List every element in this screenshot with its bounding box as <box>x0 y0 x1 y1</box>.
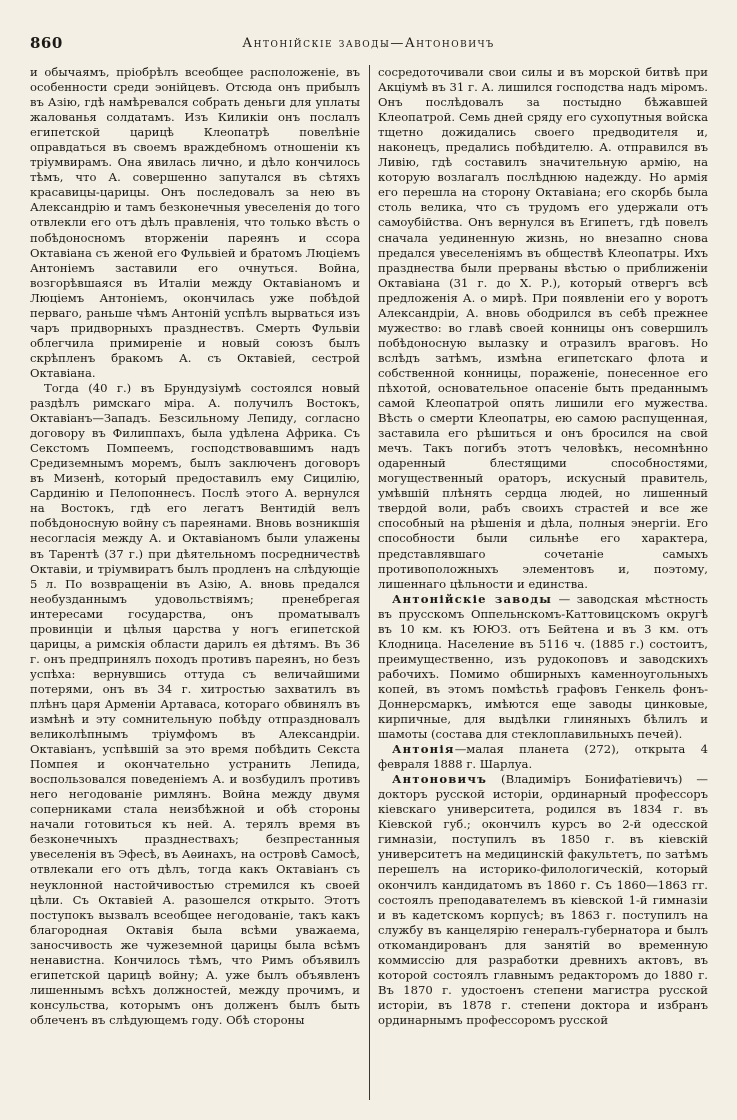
column-divider <box>369 65 370 1100</box>
paragraph: сосредоточивали свои силы и въ морской битвѣ при Акціумѣ въ 31 г. А. лишился господства надъ міромъ. Онъ послѣдовалъ за постыдно бѣжавшей Клеопатрой. Семь дней сряду его сухопутныя войска тщетно дожидались своего предводителя и, наконецъ, предались побѣдителю. А. отправился въ Ливію, гдѣ составилъ значительную армію, на которую возлагалъ послѣднюю надежду. Но армія его перешла на сторону Октавіана; его скорбь была столь велика, что съ трудомъ его удержали отъ самоубійства. Онъ вернулся въ Египетъ, гдѣ повелъ сначала уединенную жизнь, но внезапно снова предался увеселеніямъ въ обществѣ Клеопатры. Ихъ празднества были прерваны вѣстью о приближеніи Октавіана (31 г. до Х. Р.), который отвергъ всѣ предложенія А. о мирѣ. При появленіи его у воротъ Александріи, А. вновь ободрился въ себѣ прежнее мужество: во главѣ своей конницы онъ совершилъ побѣдоносную вылазку и отразилъ враговъ. Но вслѣдъ затѣмъ, измѣна египетскаго флота и собственной конницы, пораженіе, понесенное его пѣхотой, основательное опасеніе быть преданнымъ самой Клеопатрой опять лишили его мужества. Вѣсть о смерти Клеопатры, ею самою распущенная, заставила его рѣшиться и онъ бросился на свой мечъ. Такъ погибъ этотъ человѣкъ, несомнѣнно одаренный блестящими способностями, могущественный ораторъ, искусный правитель, умѣвшій плѣнять сердца людей, но лишенный твердой воли, рабъ своихъ страстей и все же способный на рѣшенія и дѣла, полныя энергіи. Его способности были сильнѣе его характера, представлявшаго сочетаніе самыхъ противоположныхъ элементовъ и, поэтому, лишеннаго цѣльности и единства. <box>378 65 708 591</box>
paragraph: Тогда (40 г.) въ Брундузіумѣ состоялся новый раздѣлъ римскаго міра. А. получилъ Востокъ, Октавіанъ—Западъ. Безсильному Лепиду, согласно договору въ Филиппахъ, была удѣлена Африка. Съ Секстомъ Помпеемъ, господствовавшимъ надъ Средиземнымъ моремъ, былъ заключенъ договоръ въ Мизенѣ, который предоставилъ ему Сицилію, Сардинію и Пелопоннесъ. Послѣ этого А. вернулся на Востокъ, гдѣ его легатъ Вентидій велъ побѣдоносную войну съ пареянами. Вновь возникшія несогласія между А. и Октавіаномъ были улажены въ Тарентѣ (37 г.) при дѣятельномъ посредничествѣ Октавіи, и тріумвиратъ былъ продленъ на слѣдующіе 5 л. По возвращеніи въ Азію, А. вновь предался необузданнымъ удовольствіямъ; пренебрегая интересами государства, онъ проматывалъ провинціи и цѣлыя царства у ногъ египетской царицы, а римскія области дарилъ ея дѣтямъ. Въ 36 г. онъ предпринялъ походъ противъ пареянъ, но безъ успѣха: вернувшись оттуда съ величайшими потерями, онъ въ 34 г. хитростью захватилъ въ плѣнъ царя Арменіи Артаваса, котораго обвинялъ въ измѣнѣ и эту сомнительную побѣду отпраздновалъ великолѣпнымъ тріумфомъ въ Александріи. Октавіанъ, успѣвшій за это время побѣдить Секста Помпея и окончательно устранить Лепида, воспользовался поведеніемъ А. и возбудилъ противъ него негодованіе римлянъ. Война между двумя соперниками стала неизбѣжной и обѣ стороны начали готовиться къ ней. А. терялъ время въ безконечныхъ празднествахъ; безпрестанныя увеселенія въ Эфесѣ, въ Аѳинахъ, на островѣ Самосѣ, отвлекали его отъ дѣлъ, тогда какъ Октавіанъ съ неуклонной настойчивостью стремился къ своей цѣли. Съ Октавіей А. разошелся открыто. Этотъ поступокъ вызвалъ всеобщее негодованіе, такъ какъ благородная Октавія была всѣми уважаема, заносчивость же чужеземной царицы была всѣмъ ненавистна. Кончилось тѣмъ, что Римъ объявилъ египетской царицѣ войну; А. уже былъ объявленъ лишеннымъ всѣхъ должностей, между прочимъ, и консульства, которымъ онъ долженъ былъ быть облеченъ въ слѣдующемъ году. Обѣ стороны <box>30 380 360 1027</box>
entry-text: — заводская мѣстность въ прусскомъ Оппельнскомъ-Каттовицскомъ округѣ въ 10 км. къ ЮЮЗ. отъ Бейтена и въ 3 км. отъ Клодница. Население въ 5116 ч. (1885 г.) состоитъ, преимущественно, изъ рудокоповъ и заводскихъ рабочихъ. Помимо обширныхъ каменноугольныхъ копей, въ этомъ помѣстьѣ графовъ Генкель фонъ-Доннерсмаркъ, имѣются еще заводы цинковые, кирпичные, для выдѣлки глиняныхъ бѣлилъ и шамоты (состава для стеклоплавильныхъ печей). <box>378 591 708 742</box>
entry-headword: Антонійскіе заводы <box>392 591 553 606</box>
entry-text: (Владиміръ Бонифатіевичъ) — докторъ русской исторіи, ординарный профессоръ кіевскаго университета, родился въ 1834 г. въ Кіевской губ.; окончилъ курсъ во 2-й одесской гимназіи, поступилъ въ 1850 г. въ кіевскій университетъ на медицинскій факультетъ, по затѣмъ перешелъ на историко-филологическій, который окончилъ кандидатомъ въ 1860 г. Съ 1860—1863 гг. состоялъ преподавателемъ въ кіевской 1-й гимназіи и въ кадетскомъ корпусѣ; въ 1863 г. поступилъ на службу въ канцелярію генералъ-губернатора и былъ откомандированъ для занятій во временную коммиссію для разработки древнихъ актовъ, въ которой состоялъ главнымъ редакторомъ до 1880 г. Въ 1870 г. удостоенъ степени магистра русской исторіи, въ 1878 г. степени доктора и избранъ ординарнымъ профессоромъ русской <box>378 772 708 1027</box>
entry-antonovich <box>378 772 708 1028</box>
page-header <box>30 32 707 54</box>
left-column <box>30 65 360 1114</box>
entry-antonian-works <box>378 592 708 742</box>
entry-headword: Антонія <box>392 742 455 757</box>
right-column <box>378 65 708 1114</box>
entry-headword: Антоновичъ <box>392 772 488 787</box>
entry-antonia <box>378 742 708 772</box>
paragraph: и обычаямъ, пріобрѣлъ всеобщее расположеніе, въ особенности среди эонійцевъ. Отсюда онъ прибылъ въ Азію, гдѣ намѣревался собрать деньги для уплаты жалованья солдатамъ. Изъ Киликіи онъ послалъ египетской царицѣ Клеопатрѣ повелѣніе оправдаться въ своемъ враждебномъ отношеніи къ тріумвирамъ. Она явилась лично, и дѣло кончилось тѣмъ, что А. совершенно запутался въ сѣтяхъ красавицы-царицы. Онъ последовалъ за нею въ Александрію и тамъ безконечныя увеселенія до того отвлекли его отъ дѣлъ правленія, что только вѣсть о побѣдоносномъ вторженіи пареянъ и ссора Октавіана съ женой его Фульвіей и братомъ Люціемъ Антоніемъ заставили его очнуться. Война, возгорѣвшаяся въ Италіи между Октавіаномъ и Люціемъ Антоніемъ, окончилась уже побѣдой перваго, раньше чѣмъ Антоній успѣлъ вырваться изъ чаръ придворныхъ празднествъ. Смерть Фульвіи облегчила примиреніе и новый союзъ былъ скрѣпленъ бракомъ А. съ Октавіей, сестрой Октавіана. <box>30 65 360 380</box>
running-title: Антонійскіе заводы—Антоновичъ <box>242 35 495 51</box>
page-number: 860 <box>30 34 63 52</box>
entry-text: —малая планета (272), открыта 4 февраля 1888 г. Шарлуа. <box>378 742 708 772</box>
